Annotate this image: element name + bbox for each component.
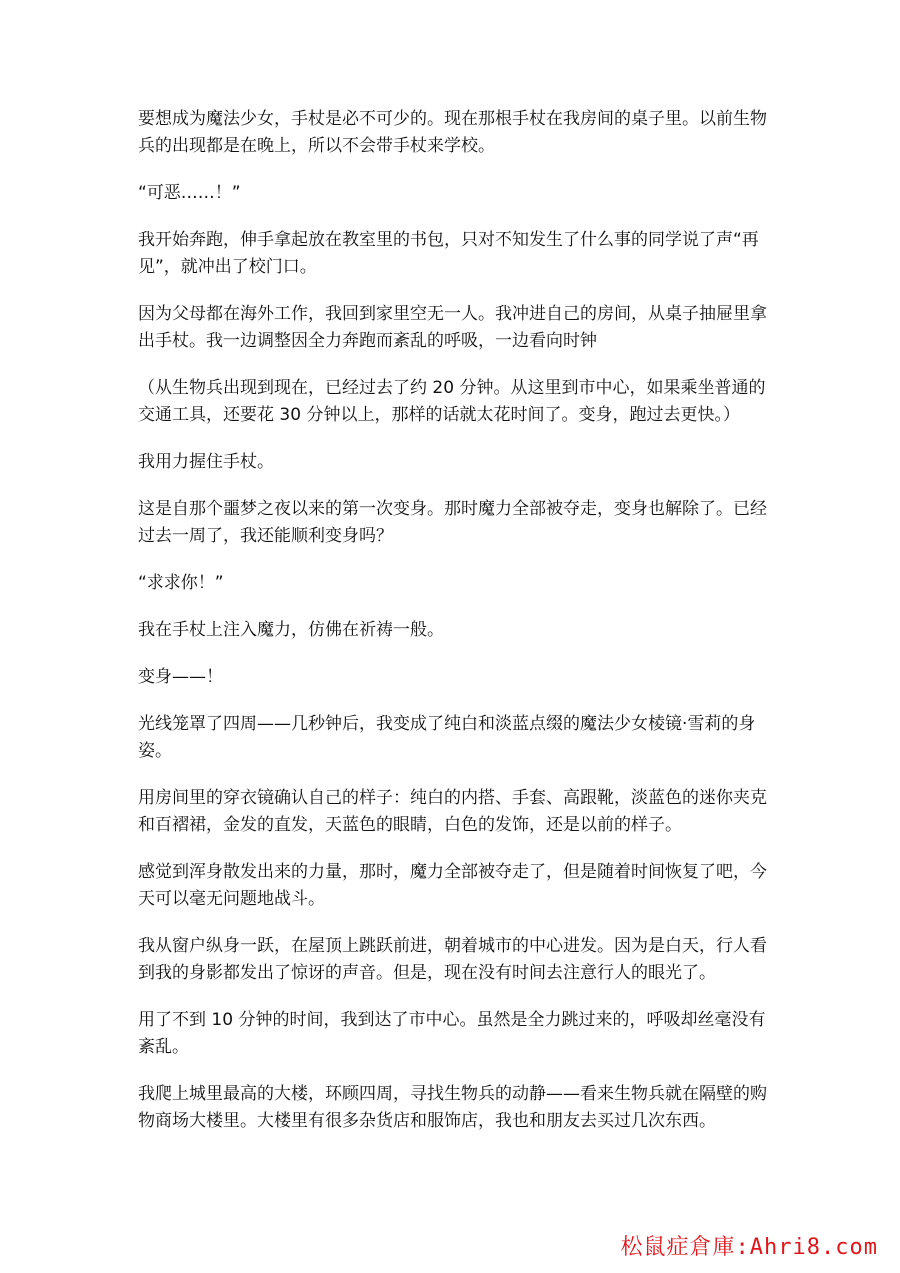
paragraph: 用房间里的穿衣镜确认自己的样子：纯白的内搭、手套、高跟靴，淡蓝色的迷你夹克和百褶裙，金发的直发，天蓝色的眼睛，白色的发饰，还是以前的样子。: [138, 788, 767, 835]
paragraph: 这是自那个噩梦之夜以来的第一次变身。那时魔力全部被夺走，变身也解除了。已经过去一周了，我还能顺利变身吗？: [138, 499, 767, 546]
paragraph: 我从窗户纵身一跃，在屋顶上跳跃前进，朝着城市的中心进发。因为是白天，行人看到我的身影都发出了惊讶的声音。但是，现在没有时间去注意行人的眼光了。: [138, 936, 767, 983]
paragraph: 感觉到浑身散发出来的力量，那时，魔力全部被夺走了，但是随着时间恢复了吧，今天可以毫无问题地战斗。: [138, 862, 767, 909]
paragraph: 变身——！: [138, 667, 223, 687]
paragraph: 要想成为魔法少女，手杖是必不可少的。现在那根手杖在我房间的桌子里。以前生物兵的出现都是在晚上，所以不会带手杖来学校。: [138, 109, 767, 156]
paragraph: 光线笼罩了四周——几秒钟后，我变成了纯白和淡蓝点缀的魔法少女棱镜·雪莉的身姿。: [138, 714, 756, 761]
paragraph: 我在手杖上注入魔力，仿佛在祈祷一般。: [138, 620, 444, 640]
paragraph: 我开始奔跑，伸手拿起放在教室里的书包，只对不知发生了什么事的同学说了声“再见”，就冲出了校门口。: [138, 230, 759, 277]
document-body: [138, 106, 770, 1155]
paragraph: 我爬上城里最高的大楼，环顾四周，寻找生物兵的动静——看来生物兵就在隔壁的购物商场大楼里。大楼里有很多杂货店和服饰店，我也和朋友去买过几次东西。: [138, 1084, 767, 1131]
watermark: 松鼠症倉庫:Ahri8.com: [620, 1235, 878, 1260]
paragraph: “可恶……！”: [138, 183, 241, 203]
paragraph: 因为父母都在海外工作，我回到家里空无一人。我冲进自己的房间，从桌子抽屉里拿出手杖。我一边调整因全力奔跑而紊乱的呼吸，一边看向时钟: [138, 304, 767, 351]
paragraph: 我用力握住手杖。: [138, 452, 274, 472]
paragraph: 用了不到 10 分钟的时间，我到达了市中心。虽然是全力跳过来的，呼吸却丝毫没有紊乱。: [138, 1010, 766, 1057]
paragraph: （从生物兵出现到现在，已经过去了约 20 分钟。从这里到市中心，如果乘坐普通的交通工具，还要花 30 分钟以上，那样的话就太花时间了。变身，跑过去更快。）: [138, 378, 766, 425]
paragraph: “求求你！”: [138, 573, 224, 593]
